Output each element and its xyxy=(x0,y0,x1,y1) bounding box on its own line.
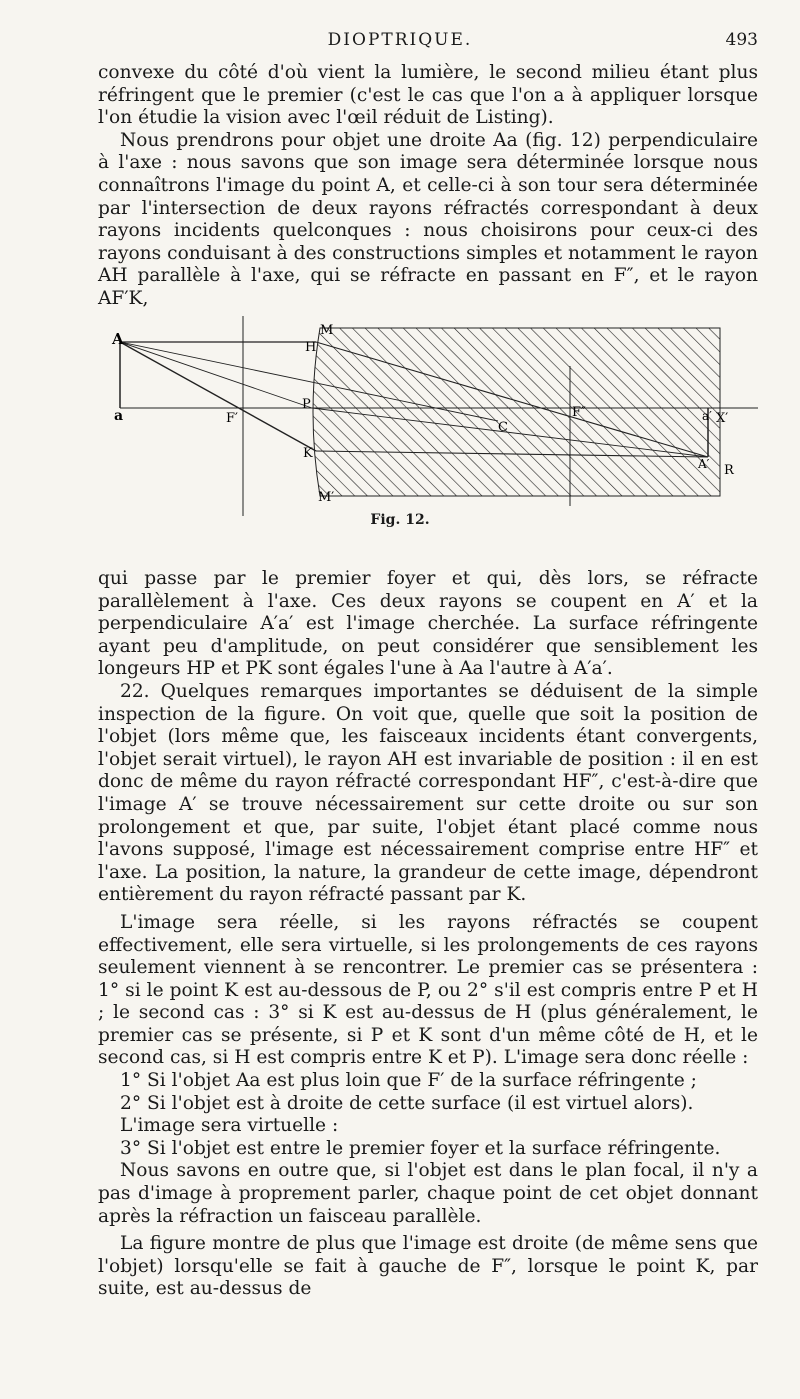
paragraph: L'image sera réelle, si les rayons réfractés se coupent effectivement, elle sera virtuelle, si les prolongements de ces rayons seulement viennent à se rencontrer. Le premier cas se présentera : 1° si le point K est au-dessous de P, ou 2° s'il est compris entre P et H ; le second cas : 3° si K est au-dessus de H (plus généralement, le premier cas se présente, si P et K sont d'un même côté de H, et le second cas, si H est compris entre K et P). L'image sera donc réelle : xyxy=(98,911,758,1069)
label-F1: F′ xyxy=(226,411,238,426)
text-block-top xyxy=(98,62,758,311)
label-C: C xyxy=(498,420,508,435)
page-number: 493 xyxy=(725,30,758,50)
paragraph: Nous savons en outre que, si l'objet est dans le plan focal, il n'y a pas d'image à proprement parler, chaque point de cet objet donnant après la réfraction un faisceau parallèle. xyxy=(98,1160,758,1227)
label-H: H xyxy=(305,340,317,355)
text-block-middle xyxy=(98,568,758,1301)
paragraph: Nous prendrons pour objet une droite Aa (fig. 12) perpendiculaire à l'axe : nous savons que son image sera déterminée lorsque nous connaîtrons l'image du point A, et celle-ci à son tour sera déterminée par l'intersection de deux rayons réfractés correspondant à deux rayons incidents quelconques : nous choisirons pour ceux-ci des rayons conduisant à des constructions simples et notamment le rayon AH parallèle à l'axe, qui se réfracte en passant en F″, et le rayon AF′K, xyxy=(98,129,758,309)
list-item: 2° Si l'objet est à droite de cette surface (il est virtuel alors). xyxy=(120,1092,694,1114)
figure-12-diagram xyxy=(98,316,778,536)
paragraph: 22. Quelques remarques importantes se déduisent de la simple inspection de la figure. On voit que, quelle que soit la position de l'objet (lors même que, les faisceaux incidents étant convergents, l'objet serait virtuel), le rayon AH est invariable de position : il en est donc de même du rayon réfracté correspondant HF″, c'est-à-dire que l'image A′ se trouve nécessairement sur cette droite ou sur son prolongement et que, par suite, l'objet étant placé comme nous l'avons supposé, l'image est nécessairement comprise entre HF″ et l'axe. La position, la nature, la grandeur de cette image, dépendront entièrement du rayon réfracté passant par K. xyxy=(98,680,758,906)
label-F2: F″ xyxy=(572,405,586,420)
paragraph: qui passe par le premier foyer et qui, dès lors, se réfracte parallèlement à l'axe. Ces deux rayons se coupent en A′ et la perpendiculaire A′a′ est l'image cherchée. La surface réfringente ayant peu d'amplitude, on peut considérer que sensiblement les longeurs HP et PK sont égales l'une à Aa l'autre à A′a′. xyxy=(98,568,758,680)
refracting-medium xyxy=(313,328,720,496)
label-a2: a′ xyxy=(702,409,712,423)
list-item: 1° Si l'objet Aa est plus loin que F′ de la surface réfringente ; xyxy=(120,1070,697,1092)
paragraph: convexe du côté d'où vient la lumière, le second milieu étant plus réfringent que le premier (c'est le cas que l'on a à appliquer lorsque l'on étudie la vision avec l'œil réduit de Listing). xyxy=(98,62,758,129)
ray-AK xyxy=(120,342,316,451)
label-K: K xyxy=(303,446,313,461)
ray-AP xyxy=(120,342,312,408)
label-P: P xyxy=(302,397,311,412)
label-A: A xyxy=(112,330,124,348)
label-X: X′ xyxy=(716,411,729,426)
label-M: M xyxy=(320,323,334,338)
list-item: 3° Si l'objet est entre le premier foyer et la surface réfringente. xyxy=(120,1137,721,1159)
figure-caption: Fig. 12. xyxy=(370,512,430,528)
list-item: L'image sera virtuelle : xyxy=(120,1115,339,1137)
label-a: a xyxy=(114,408,124,424)
running-header xyxy=(0,30,800,54)
running-title: DIOPTRIQUE. xyxy=(327,30,473,50)
label-A2: A′ xyxy=(698,457,710,471)
label-R: R xyxy=(724,463,734,478)
label-M2: M′ xyxy=(318,490,335,505)
paragraph: La figure montre de plus que l'image est droite (de même sens que l'objet) lorsqu'elle se fait à gauche de F″, lorsque le point K, par suite, est au-dessus de xyxy=(98,1233,758,1300)
